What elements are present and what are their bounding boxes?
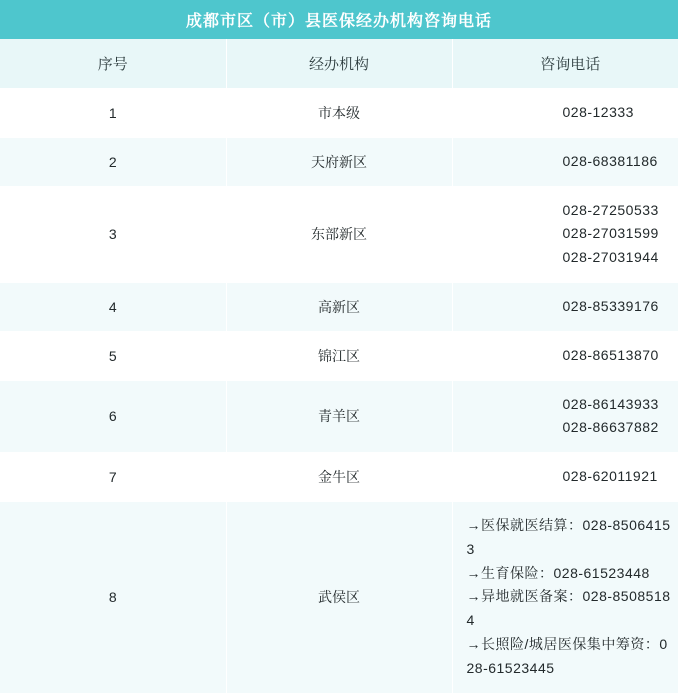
table-title-row (0, 0, 678, 39)
phone-line: 028-85339176 (562, 297, 659, 314)
phone-line: →生育保险：028-61523448 (466, 564, 650, 581)
row-organization: 高新区 (226, 282, 452, 331)
phone-line: 028-86513870 (562, 346, 659, 363)
row-index: 5 (0, 331, 226, 380)
row-phone-numbers (452, 89, 678, 138)
table-row (0, 380, 678, 453)
row-phone-numbers (452, 453, 678, 502)
row-index: 6 (0, 380, 226, 453)
phone-line: 028-27031599 (562, 225, 659, 242)
row-organization: 金牛区 (226, 453, 452, 502)
table-row (0, 186, 678, 282)
row-phone-numbers (452, 501, 678, 693)
row-index: 4 (0, 282, 226, 331)
row-organization: 天府新区 (226, 137, 452, 186)
table-row (0, 453, 678, 502)
column-header-phone: 咨询电话 (452, 39, 678, 89)
table-head (0, 0, 678, 89)
row-organization: 武侯区 (226, 501, 452, 693)
table-row (0, 89, 678, 138)
row-index: 1 (0, 89, 226, 138)
row-phone-numbers (452, 137, 678, 186)
row-organization: 东部新区 (226, 186, 452, 282)
row-index: 2 (0, 137, 226, 186)
phone-line: 028-12333 (562, 104, 634, 120)
phone-line: 028-27031944 (562, 249, 659, 266)
phone-line: 028-62011921 (562, 468, 658, 485)
table-body (0, 89, 678, 694)
row-phone-numbers (452, 282, 678, 331)
row-index: 7 (0, 453, 226, 502)
phone-line: →医保就医结算：028-85064153 (466, 516, 671, 557)
row-phone-numbers (452, 331, 678, 380)
row-index: 3 (0, 186, 226, 282)
table-header-row (0, 39, 678, 89)
phone-line: →异地就医备案：028-85085184 (466, 588, 671, 629)
table-row (0, 331, 678, 380)
table-title: 成都市区（市）县医保经办机构咨询电话 (0, 0, 678, 39)
row-phone-numbers (452, 186, 678, 282)
column-header-index: 序号 (0, 39, 226, 89)
column-header-organization: 经办机构 (226, 39, 452, 89)
phone-line: 028-68381186 (562, 152, 658, 169)
phone-line: 028-86637882 (562, 419, 659, 436)
table-row (0, 137, 678, 186)
phone-line: →长照险/城居医保集中筹资：028-61523445 (466, 635, 668, 676)
table-row (0, 282, 678, 331)
table-row (0, 501, 678, 693)
row-organization: 青羊区 (226, 380, 452, 453)
row-index: 8 (0, 501, 226, 693)
phone-line: 028-27250533 (562, 201, 659, 218)
row-organization: 市本级 (226, 89, 452, 138)
phone-line: 028-86143933 (562, 395, 659, 412)
row-organization: 锦江区 (226, 331, 452, 380)
row-phone-numbers (452, 380, 678, 453)
